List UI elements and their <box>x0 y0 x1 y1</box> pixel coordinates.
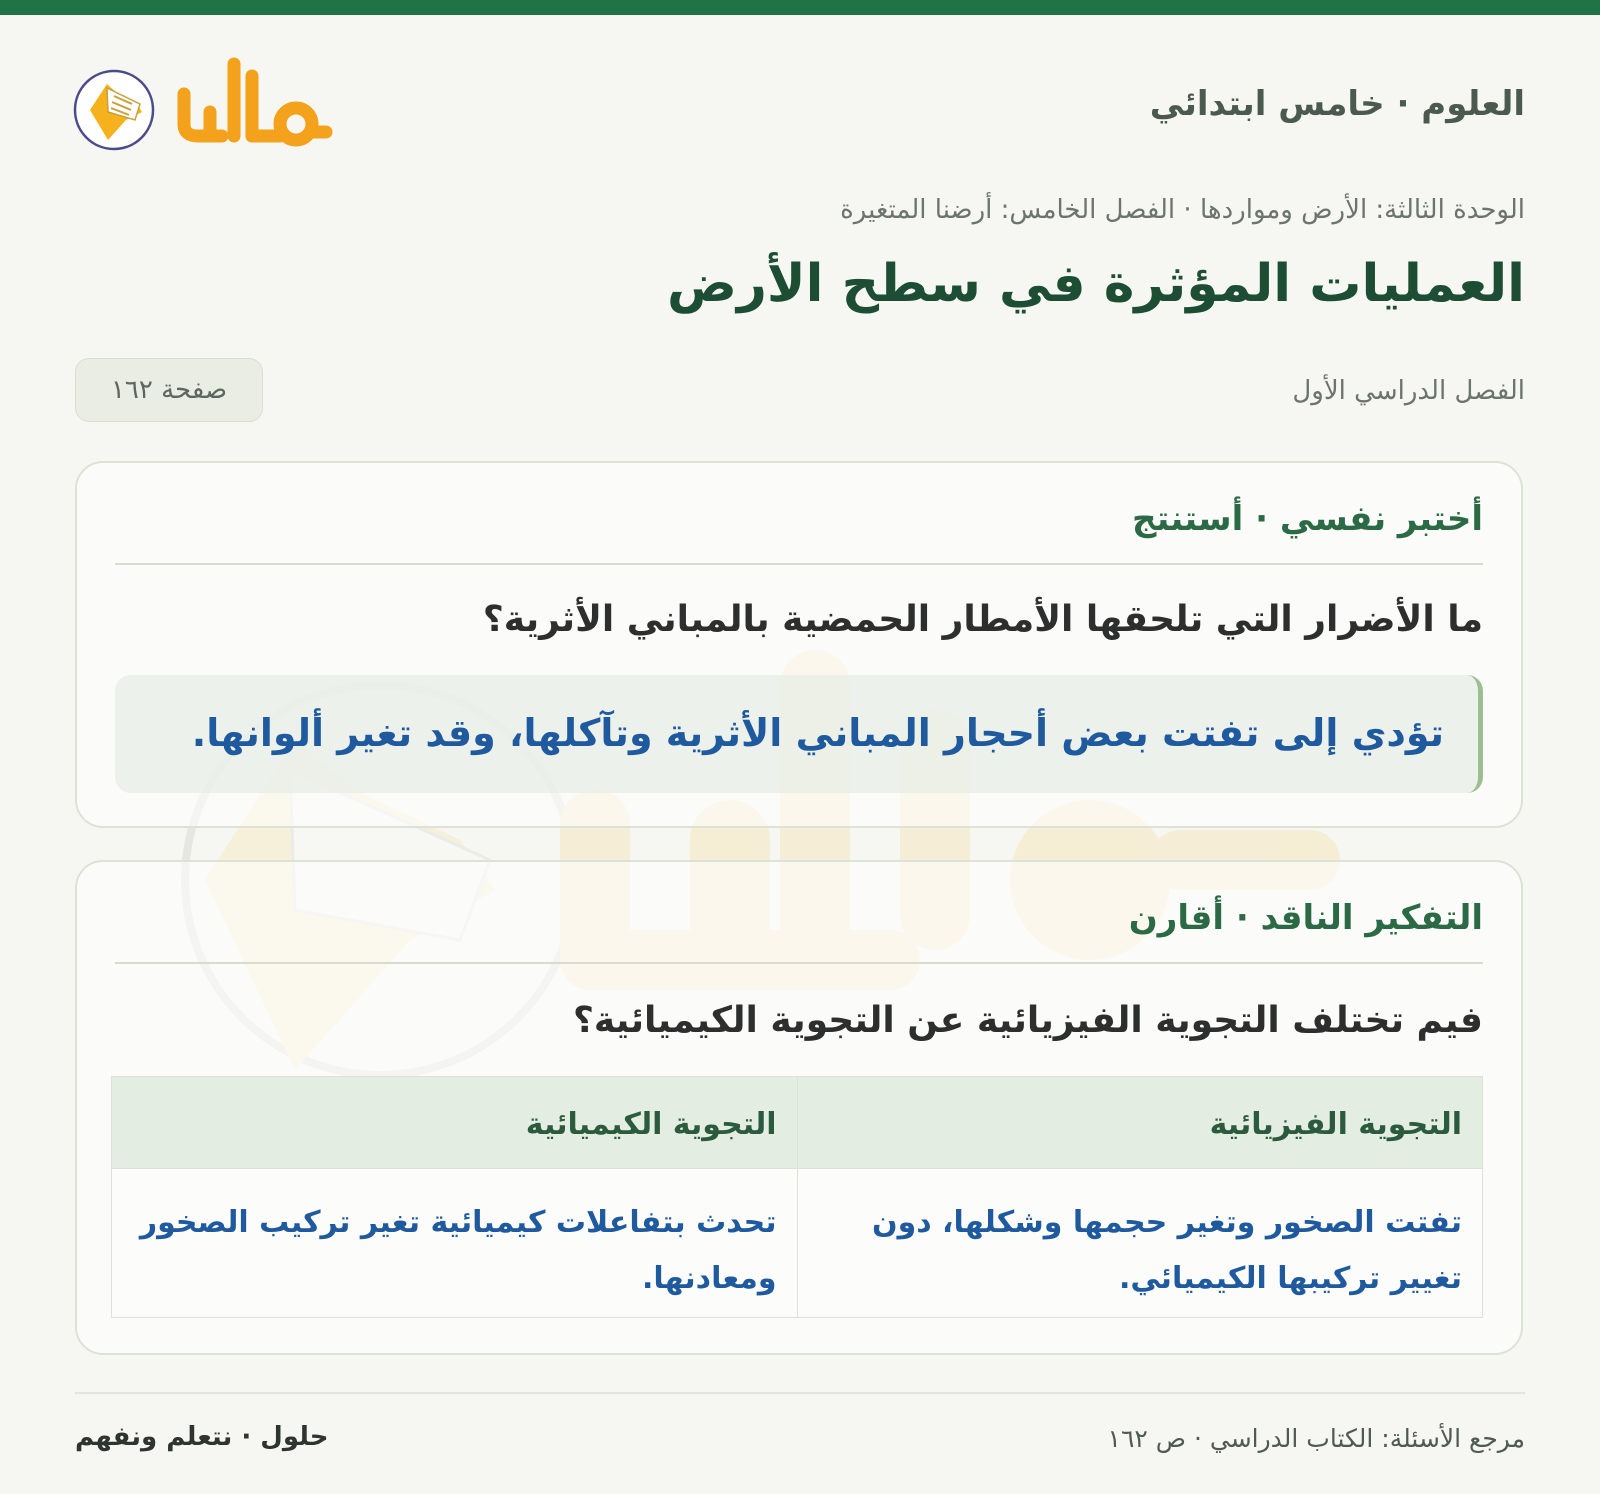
answer-box <box>115 675 1483 793</box>
footer-brand: حلول · نتعلم ونفهم <box>75 1422 329 1452</box>
table-header-row <box>112 1077 1483 1169</box>
top-accent-bar <box>0 0 1600 15</box>
section-heading: التفكير الناقد · أقارن <box>1128 898 1483 938</box>
logo-text: حلول <box>71 54 74 55</box>
card-header <box>115 463 1483 565</box>
footer-reference: مرجع الأسئلة: الكتاب الدراسي · ص ١٦٢ <box>1107 1424 1525 1453</box>
card-header <box>115 862 1483 964</box>
cell-physical-weathering: تفتت الصخور وتغير حجمها وشكلها، دون تغيير تركيبها الكيميائي. <box>797 1169 1483 1318</box>
table-row <box>112 1169 1483 1318</box>
cell-chemical-weathering: تحدث بتفاعلات كيميائية تغير تركيب الصخور ومعادنها. <box>112 1169 798 1318</box>
page-number-badge: صفحة ١٦٢ <box>75 358 263 422</box>
hlool-logo[interactable] <box>71 54 334 158</box>
self-test-card <box>75 461 1523 828</box>
semester-label: الفصل الدراسي الأول <box>1292 376 1525 406</box>
column-header-chemical: التجوية الكيميائية <box>112 1077 798 1169</box>
footer-divider <box>75 1392 1525 1394</box>
column-header-physical: التجوية الفيزيائية <box>797 1077 1483 1169</box>
question-text: فيم تختلف التجوية الفيزيائية عن التجوية الكيميائية؟ <box>573 1000 1483 1041</box>
subject-grade-label: العلوم · خامس ابتدائي <box>1149 84 1525 124</box>
question-text: ما الأضرار التي تلحقها الأمطار الحمضية بالمباني الأثرية؟ <box>482 599 1483 640</box>
section-heading: أختبر نفسي · أستنتج <box>1132 499 1483 539</box>
critical-thinking-card <box>75 860 1523 1355</box>
unit-chapter-breadcrumb: الوحدة الثالثة: الأرض ومواردها · الفصل الخامس: أرضنا المتغيرة <box>840 195 1525 225</box>
comparison-table <box>111 1076 1483 1318</box>
answer-text: تؤدي إلى تفتت بعض أحجار المباني الأثرية وتآكلها، وقد تغير ألوانها. <box>191 711 1444 755</box>
page-title: العمليات المؤثرة في سطح الأرض <box>667 254 1525 314</box>
